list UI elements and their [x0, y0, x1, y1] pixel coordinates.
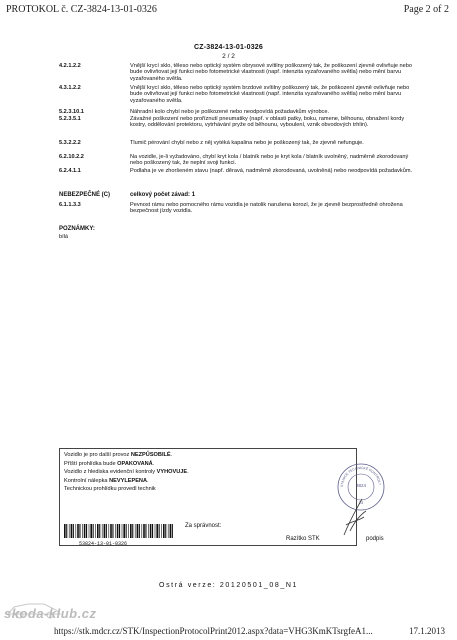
page-number: 2 / 2 — [222, 53, 235, 60]
seal-bottom-number: 13 — [358, 500, 364, 505]
dangerous-summary: celkový počet závad: 1 — [130, 192, 196, 198]
defect-code: 6.2.10.2.2 — [59, 154, 84, 160]
defect-row — [59, 154, 414, 168]
seal-ring-text: STANICE TECHNICKÉ KONTROLY — [339, 465, 382, 488]
inspection-result-text — [64, 451, 189, 494]
defect-description: Vnější krycí sklo, těleso nebo optický systém brzdové svítilny poškozený tak, že poškození zjevně ovlivňuje nebo bude ovlivňovat její funkci nebo fotometrické vlastnosti (např. intenzita vyzařovaného světla) nebo mění barvu vyzařovaného světla. — [130, 85, 410, 104]
browser-print-footer-url: https://stk.mdcr.cz/STK/InspectionProtocolPrint2012.aspx?data=VHG3KmKTsrgfeA1... — [54, 626, 373, 636]
defect-row — [59, 116, 414, 142]
defect-code: 6.1.1.3.3 — [59, 202, 81, 208]
site-watermark: skoda-klub.cz — [4, 606, 97, 621]
defect-description: Pevnost rámu nebo pomocného rámu vozidla je natolik narušena korozí, že je zjevně bezprostředně ohrožena bezpečnost jízdy vozidla. — [130, 202, 403, 215]
browser-print-footer-date: 17.1.2013 — [409, 626, 445, 636]
defect-description: Náhradní kolo chybí nebo je poškozené nebo neodpovídá požadavkům výrobce. — [130, 109, 330, 115]
defect-description: Na vozidle, je-li vyžadováno, chybí kryt kola / blatník nebo je kryt kola / blatník uvolněný, nadměrně zkorodovaný nebo poškozený tak, že neplní svoji funkci. — [130, 154, 409, 167]
seal-number: 3824 — [355, 483, 367, 488]
defect-code: 4.2.1.2.2 — [59, 63, 81, 69]
result-line-sticker: Kontrolní nálepka NEVYLEPENA. — [64, 477, 149, 484]
defect-code: 5.2.3.10.1 — [59, 109, 84, 115]
defect-row — [59, 168, 414, 182]
defect-description: Závažné poškození nebo proříznutí pneumatiky (např. v oblasti patky, boku, ramene, běhounu, obnažení kordy kostry, oddělování protektoru, vytrhávání pryže od běhounu, vyboulení, vznik obvodových trhlin). — [130, 116, 405, 129]
result-line-registry-check: Vozidlo z hlediska evidenční kontroly VYHOVUJE. — [64, 469, 189, 476]
handwritten-signature — [340, 495, 370, 537]
defect-description: Tlumič pérování chybí nebo z něj vytéká kapalina nebo je poškozený tak, že zjevně nefunguje. — [130, 140, 364, 146]
defect-row — [59, 140, 414, 154]
protocol-id: CZ-3824-13-01-0326 — [194, 44, 263, 51]
result-roadworthiness-value: NEZPŮSOBILÉ — [130, 452, 171, 458]
signature-label: podpis — [366, 536, 384, 542]
defect-code: 5.2.3.5.1 — [59, 116, 81, 122]
notes-label: POZNÁMKY: — [59, 226, 95, 232]
dangerous-section-header — [59, 192, 414, 200]
barcode-text: 53824-13-01-0326 — [79, 541, 128, 547]
stamp-label: Razítko STK — [286, 536, 320, 542]
dangerous-label: NEBEZPEČNÉ (C) — [59, 192, 111, 198]
browser-print-header-title: PROTOKOL č. CZ-3824-13-01-0326 — [6, 4, 157, 15]
defect-code: 4.3.1.2.2 — [59, 85, 81, 91]
barcode — [64, 524, 174, 538]
result-registry-check-value: VYHOVUJE — [156, 469, 188, 476]
defect-code: 6.2.4.1.1 — [59, 168, 81, 174]
result-next-inspection-value: OPAKOVANÁ — [117, 460, 153, 467]
defect-description: Vnější krycí sklo, těleso nebo optický systém obrysové svítilny poškozený tak, že poškození zjevně ovlivňuje nebo bude ovlivňovat její funkci nebo fotometrické vlastnosti (např. intenzita vyzařovaného světla) nebo mění barvu vyzařovaného světla. — [130, 63, 413, 82]
result-line-roadworthiness: Vozidlo je pro další provoz NEZPŮSOBILÉ. — [64, 452, 173, 458]
result-line-next-inspection: Příští prohlídka bude OPAKOVANÁ. — [64, 460, 155, 467]
defect-code: 5.3.2.2.2 — [59, 140, 81, 146]
browser-page-indicator: Page 2 of 2 — [403, 4, 449, 15]
notes-value: bílá — [59, 234, 69, 240]
version-line: Ostrá verze: 20120501_08_N1 — [159, 582, 298, 589]
defect-description: Podlaha je ve zhoršeném stavu (např. děravá, nadměrně zkorodovaná, uvolněná) nebo neodpovídá požadavkům. — [130, 168, 413, 174]
defect-row — [59, 85, 414, 111]
certification-label: Za správnost: — [185, 523, 222, 529]
defect-row — [59, 202, 414, 216]
result-line-technician: Technickou prohlídku provedl technik — [64, 486, 156, 493]
result-sticker-value: NEVYLEPENA — [109, 477, 148, 484]
